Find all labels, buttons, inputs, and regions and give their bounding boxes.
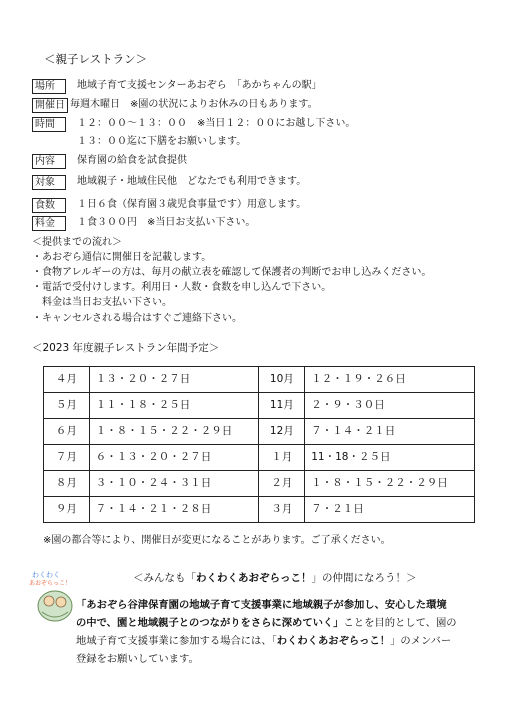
mascot-illustration (28, 568, 80, 624)
dates-cell: １３・２０・２７日 (89, 367, 259, 393)
info-row-price (32, 216, 255, 231)
info-label: 時間 (32, 117, 66, 132)
info-value-time-2: １３：００迄に下膳をお願いします。 (77, 136, 247, 147)
dates-cell: ７・１４・２１日 (305, 419, 475, 445)
month-cell: ２月 (259, 471, 305, 497)
dates-cell: ２・９・３０日 (305, 393, 475, 419)
dates-cell: ７・２１日 (305, 497, 475, 523)
table-row (44, 497, 475, 523)
club-name: わくわくあおぞらっこ！ (196, 572, 312, 584)
dates-cell: 11・18・２５日 (305, 445, 475, 471)
dates-cell: ７・１４・２１・２８日 (89, 497, 259, 523)
intro-line-3 (76, 632, 506, 650)
flow-item: ・キャンセルされる場合はすぐご連絡下さい。 (32, 313, 242, 324)
info-value: １２：００～１３：００ ※当日１２：００にお越し下さい。 (77, 118, 356, 129)
info-row-time (32, 117, 355, 132)
dates-cell: １２・１９・２６日 (305, 367, 475, 393)
flow-item: ・電話で受付けします。利用日・人数・食数を申し込んで下さい。 (32, 282, 332, 293)
info-value: １日６食（保育園３歳児食事量です）用意します。 (77, 199, 307, 210)
info-row-location (32, 79, 322, 94)
info-value: 毎週木曜日 ※園の状況によりお休みの日もあります。 (70, 99, 318, 110)
intro-line-2-bold: の中で、園と地域親子とのつながりをさらに深めていく」 (76, 617, 344, 629)
flow-item: ・あおぞら通信に開催日を記載します。 (32, 252, 212, 263)
intro-line-2-text: ことを目的として、園の (343, 617, 457, 629)
intro-line-2 (76, 614, 506, 632)
info-label: 対象 (32, 175, 66, 190)
schedule-note: ※園の都合等により、開催日が変更になることがあります。ご了承ください。 (43, 535, 391, 546)
dates-cell: ６・１３・２０・２７日 (89, 445, 259, 471)
month-cell: 11月 (259, 393, 305, 419)
intro-line-3-text: 地域子育て支援事業に参加する場合には、「 (76, 635, 277, 647)
club-cta-prefix: ＜みんなも「 (133, 572, 196, 584)
intro-line-3-suffix: 」のメンバー (390, 635, 452, 647)
schedule-table (43, 366, 475, 523)
month-cell: 12月 (259, 419, 305, 445)
table-row (44, 419, 475, 445)
club-intro (76, 596, 506, 668)
flow-item: 料金は当日お支払い下さい。 (32, 297, 172, 308)
info-row-date (32, 98, 318, 113)
table-row (44, 471, 475, 497)
info-value: 地域親子・地域住民他 どなたでも利用できます。 (77, 176, 307, 187)
intro-line-1-text: 「あおぞら谷津保育園の地域子育て支援事業に地域親子が参加し、安心した環境 (76, 599, 447, 611)
info-row-target (32, 175, 306, 190)
table-row (44, 367, 475, 393)
info-label: 場所 (32, 79, 66, 94)
info-label: 開催日 (32, 98, 68, 113)
month-cell: ８月 (44, 471, 90, 497)
dates-cell: １・８・１５・２２・２９日 (305, 471, 475, 497)
club-cta-suffix: 」の仲間になろう！＞ (311, 572, 417, 584)
schedule-title: ＜2023 年度親子レストラン年間予定＞ (32, 342, 220, 354)
mascot-logo (28, 568, 80, 624)
info-value: 保育園の給食を試食提供 (77, 155, 187, 166)
info-label: 料金 (32, 216, 66, 231)
month-cell: ３月 (259, 497, 305, 523)
dates-cell: １・８・１５・２２・２９日 (89, 419, 259, 445)
mascot-face-left (44, 596, 54, 606)
info-row-meals (32, 198, 306, 213)
dates-cell: １１・１８・２５日 (89, 393, 259, 419)
month-cell: １月 (259, 445, 305, 471)
intro-line-1 (76, 596, 506, 614)
mascot-face-right (56, 597, 66, 607)
mascot-text-1: わくわく (32, 571, 60, 579)
intro-line-4: 登録をお願いしています。 (76, 653, 199, 665)
month-cell: 10月 (259, 367, 305, 393)
month-cell: ７月 (44, 445, 90, 471)
month-cell: ４月 (44, 367, 90, 393)
flow-item: ・食物アレルギーの方は、毎月の献立表を確認して保護者の判断でお申し込みください。 (32, 267, 432, 278)
month-cell: ６月 (44, 419, 90, 445)
info-row-content (32, 154, 187, 169)
info-label: 内容 (32, 154, 66, 169)
intro-club-name: わくわくあおぞらっこ！ (276, 635, 391, 647)
page-heading: ＜親子レストラン＞ (44, 52, 148, 66)
month-cell: ５月 (44, 393, 90, 419)
table-row (44, 393, 475, 419)
table-row (44, 445, 475, 471)
flow-title: ＜提供までの流れ＞ (32, 237, 122, 248)
club-cta (133, 572, 417, 585)
mascot-text-2: あおぞらっこ！ (29, 580, 72, 587)
info-value: 地域子育て支援センターあおぞら 「あかちゃんの駅」 (77, 80, 322, 91)
month-cell: ９月 (44, 497, 90, 523)
dates-cell: ３・１０・２４・３１日 (89, 471, 259, 497)
info-label: 食数 (32, 198, 66, 213)
info-value: １食３００円 ※当日お支払い下さい。 (77, 217, 256, 228)
